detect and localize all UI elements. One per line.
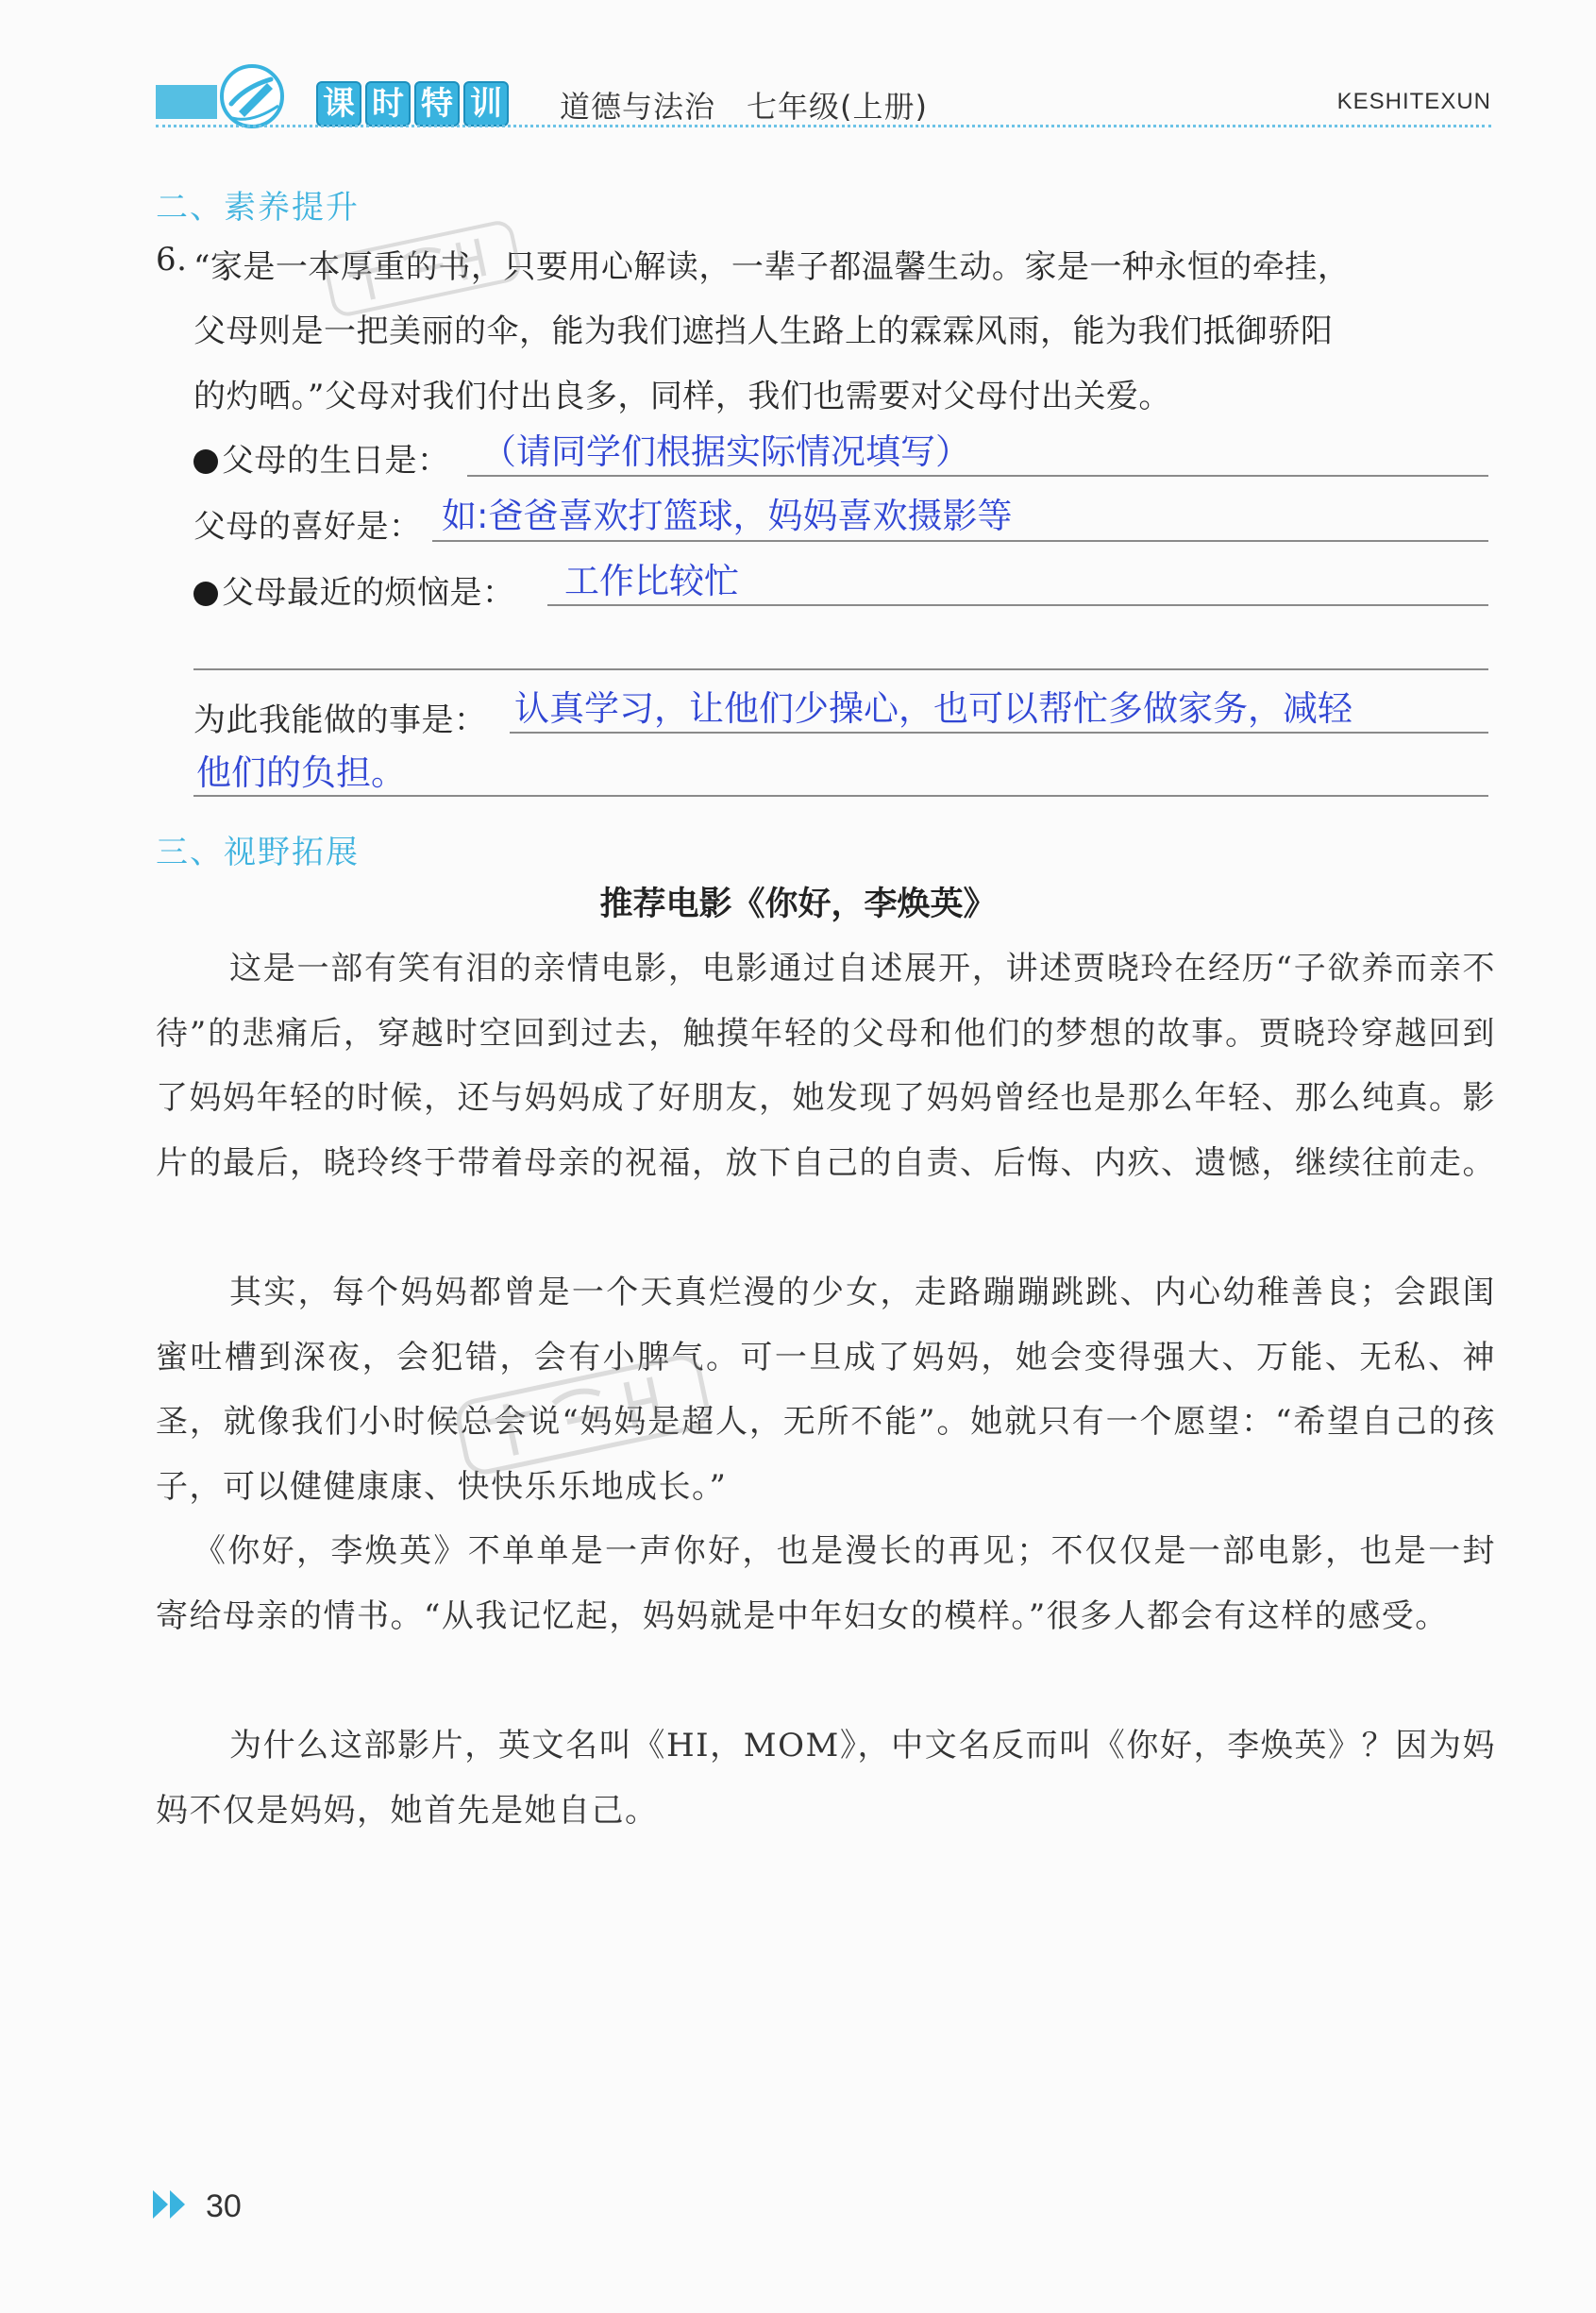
answer-line: [547, 604, 1488, 606]
header-color-bar: [156, 85, 217, 119]
answer-line: [510, 732, 1488, 734]
article-paragraph-2: 其实，每个妈妈都曾是一个天真烂漫的少女，走路蹦蹦跳跳、内心幼稚善良；会跟闺蜜吐槽到深夜，会犯错，会有小脾气。可一旦成了妈妈，她会变得强大、万能、无私、神圣，就像我们小时候总会说“妈妈是超人，无所不能”。她就只有一个愿望：“希望自己的孩子，可以健健康康、快快乐乐地成长。”: [156, 1274, 1496, 1506]
pen-logo-icon: [212, 59, 297, 132]
todo-answer-line-2[interactable]: 他们的负担。: [196, 752, 406, 793]
todo-label: 为此我能做的事是：: [193, 701, 487, 739]
page-number: 30: [206, 2188, 242, 2224]
question-line-3: 的灼晒。”父母对我们付出良多，同样，我们也需要对父母付出关爱。: [193, 378, 1171, 415]
answer-line: [193, 668, 1488, 670]
question-line-2: 父母则是一把美丽的伞，能为我们遮挡人生路上的霖霖风雨，能为我们抵御骄阳: [193, 312, 1334, 350]
article-title: 推荐电影《你好，李焕英》: [599, 886, 997, 923]
badge-char: 课: [316, 81, 361, 127]
worry-label: 父母最近的烦恼是：: [222, 574, 515, 612]
section-title-horizon: 三、视野拓展: [156, 834, 360, 871]
birthday-answer[interactable]: （请同学们根据实际情况填写）: [481, 431, 970, 472]
worry-prompt: [193, 566, 515, 613]
hobby-answer[interactable]: 如:爸爸喜欢打篮球，妈妈喜欢摄影等: [442, 496, 1013, 536]
answer-line: [432, 540, 1488, 542]
answer-line: [193, 795, 1488, 797]
birthday-label: 父母的生日是：: [222, 442, 450, 480]
series-badge: [316, 81, 509, 127]
question-line-1: “家是一本厚重的书，只要用心解读，一辈子都温馨生动。家是一种永恒的牵挂，: [193, 248, 1351, 286]
bullet-icon: [193, 582, 218, 606]
page-header: [156, 57, 1491, 132]
birthday-prompt: [193, 434, 450, 481]
todo-answer-line-1[interactable]: 认真学习，让他们少操心，也可以帮忙多做家务，减轻: [514, 688, 1352, 729]
worry-answer[interactable]: 工作比较忙: [564, 561, 739, 601]
section-title-literacy: 二、素养提升: [156, 189, 360, 227]
badge-char: 时: [365, 81, 411, 127]
answer-line: [467, 475, 1488, 477]
article-paragraph-3: 《你好，李焕英》不单单是一声你好，也是漫长的再见；不仅仅是一部电影，也是一封寄给母亲的情书。“从我记忆起，妈妈就是中年妇女的模样。”很多人都会有这样的感受。: [156, 1532, 1496, 1635]
series-code: KESHITEXUN: [1336, 89, 1491, 114]
badge-char: 训: [463, 81, 509, 127]
question-number: 6.: [156, 241, 188, 279]
article-paragraph-4: 为什么这部影片，英文名叫《HI，MOM》，中文名反而叫《你好，李焕英》？因为妈妈不仅是妈妈，她首先是她自己。: [156, 1727, 1496, 1830]
subject-title: 道德与法治 七年级(上册): [560, 89, 928, 125]
badge-char: 特: [414, 81, 460, 127]
hobby-label: 父母的喜好是：: [193, 508, 422, 546]
header-divider: [156, 125, 1491, 127]
bullet-icon: [193, 449, 218, 474]
double-chevron-icon: [151, 2188, 196, 2220]
article-paragraph-1: 这是一部有笑有泪的亲情电影，电影通过自述展开，讲述贾晓玲在经历“子欲养而亲不待”的悲痛后，穿越时空回到过去，触摸年轻的父母和他们的梦想的故事。贾晓玲穿越回到了妈妈年轻的时候，还与妈妈成了好朋友，她发现了妈妈曾经也是那么年轻、那么纯真。影片的最后，晓玲终于带着母亲的祝福，放下自己的自责、后悔、内疚、遗憾，继续往前走。: [156, 950, 1496, 1182]
